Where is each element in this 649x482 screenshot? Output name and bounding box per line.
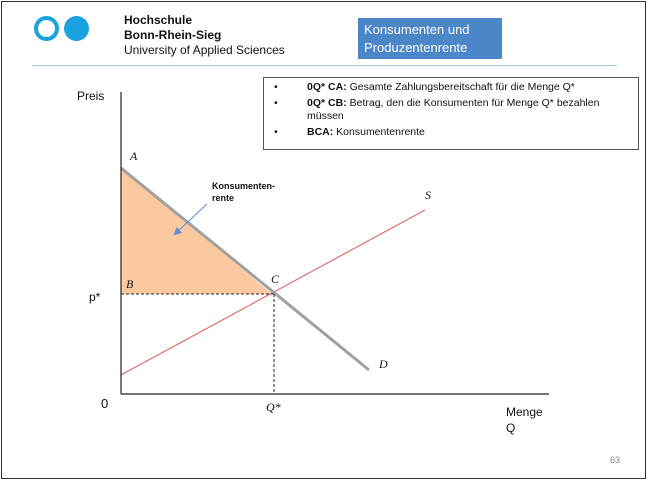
org-line-3: University of Applied Sciences — [124, 43, 285, 57]
title-line-1: Konsumenten und — [364, 22, 470, 37]
definition-text: Betrag, den die Konsumenten für Menge Q* bezahlen müssen — [307, 96, 600, 122]
definition-text: Gesamte Zahlungsbereitschaft für die Menge Q* — [346, 81, 575, 93]
point-b-label: B — [126, 277, 134, 291]
org-line-2: Bonn-Rhein-Sieg — [124, 28, 222, 42]
point-c-label: C — [271, 272, 280, 286]
supply-demand-diagram — [2, 2, 647, 480]
definition-key: 0Q* CA: — [307, 81, 347, 93]
x-axis-label-q: Q — [506, 421, 516, 435]
consumer-surplus-label-2: rente — [212, 193, 235, 203]
consumer-surplus-label: Konsumenten- — [212, 181, 275, 191]
page-number: 63 — [610, 455, 621, 465]
origin-label: 0 — [101, 396, 109, 411]
point-a-label: A — [130, 149, 138, 163]
definition-key: BCA: — [307, 125, 334, 138]
q-star-label: Q* — [266, 400, 281, 414]
title-line-2: Produzentenrente — [364, 40, 468, 55]
supply-curve-label: S — [425, 188, 431, 202]
org-line-1: Hochschule — [124, 13, 193, 27]
definition-text: Konsumentenrente — [333, 125, 425, 138]
slide — [1, 1, 646, 479]
demand-curve-label: D — [379, 357, 388, 371]
x-axis-label: Menge — [506, 405, 543, 419]
y-axis-label: Preis — [77, 89, 105, 103]
p-star-label: p* — [89, 290, 101, 304]
definition-key: 0Q* CB: — [307, 96, 347, 109]
